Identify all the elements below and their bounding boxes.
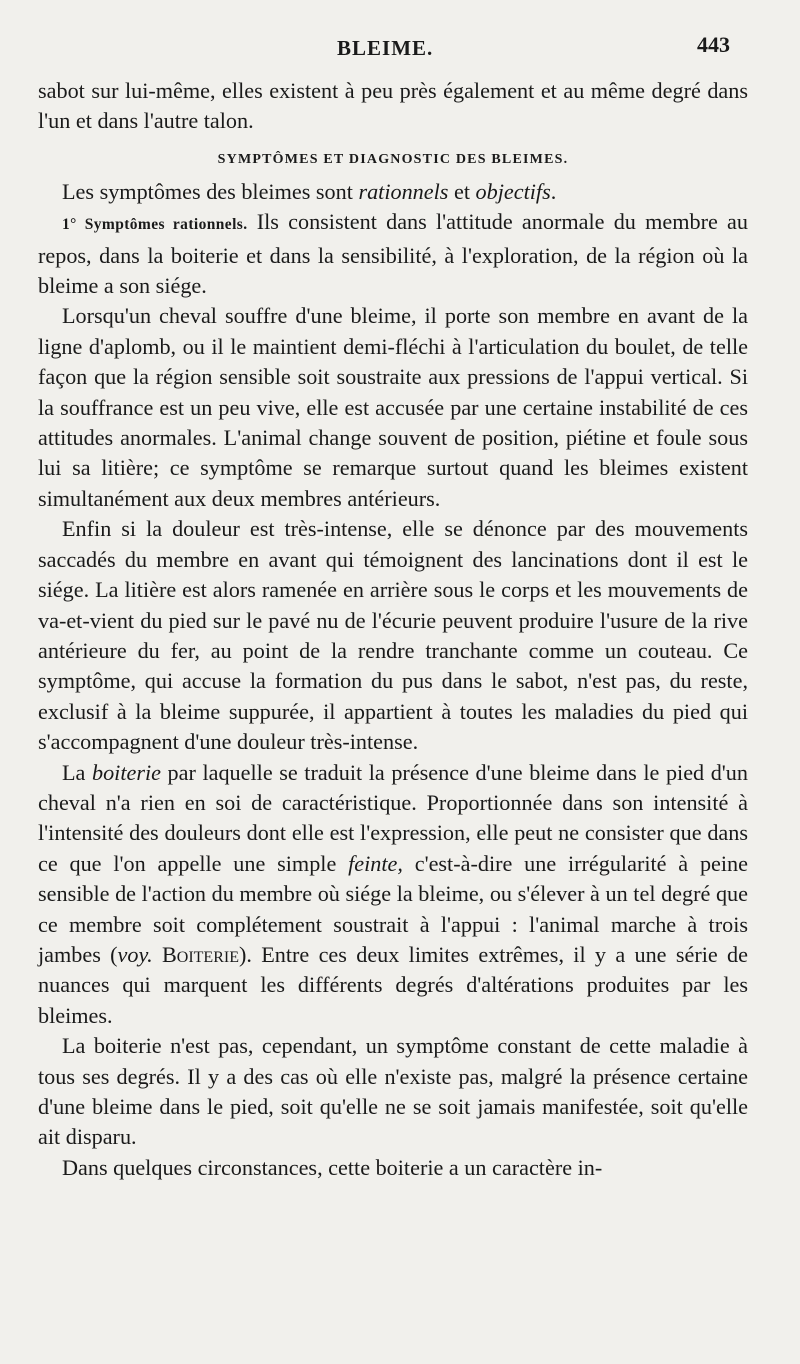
continuation-paragraph: sabot sur lui-même, elles existent à peu près également et au même degré dans l'un et dans l'autre talon. <box>38 78 748 134</box>
paragraph-text: La <box>62 759 92 785</box>
rational-symptoms-paragraph <box>38 207 748 301</box>
intro-text: Les symptômes des bleimes sont <box>62 178 359 204</box>
emphasis-rationnels: rationnels <box>358 178 449 204</box>
section-heading: SYMPTÔMES ET DIAGNOSTIC DES BLEIMES. <box>217 151 569 167</box>
paragraph-circumstances: Dans quelques circonstances, cette boiterie a un caractère in- <box>62 1154 603 1180</box>
intro-paragraph <box>38 177 748 207</box>
emphasis-objectifs: objectifs <box>475 178 551 204</box>
intro-text: et <box>448 178 476 204</box>
intro-text: . <box>550 178 557 204</box>
paragraph-attitude: Lorsqu'un cheval souffre d'une bleime, il porte son membre en avant de la ligne d'aplomb, ou il le maintient demi-fléchi à l'articulation du boulet, de telle façon que la région sensible soit soustraite aux pressions de l'appui vertical. Si la souffrance est un peu vive, elle est accusée par une certaine instabilité de ces attitudes anormales. L'animal change souvent de position, piétine et foule sous lui sa litière; ce symptôme se remarque surtout quand les bleimes existent simultanément aux deux membres antérieurs. <box>38 303 748 511</box>
subsection-lead: 1° Symptômes rationnels. <box>62 216 248 234</box>
paragraph-text: c'est-à-dire une irrégularité à peine sensible de l'action du membre où siége la bleime, ou s'élever à un tel degré que ce membre soit complétement soustrait à l'appui : l'animal marche à trois jambes ( <box>38 850 748 967</box>
emphasis-voy: voy. <box>117 941 153 967</box>
page-number: 443 <box>697 32 730 57</box>
paragraph-constancy: La boiterie n'est pas, cependant, un symptôme constant de cette maladie à tous ses degrés. Il y a des cas où elle n'existe pas, malgré la présence certaine d'une bleime dans le pied, soit qu'elle ne se soit jamais manifestée, soit qu'elle ait disparu. <box>38 1033 748 1150</box>
emphasis-feinte: feinte, <box>348 850 403 876</box>
running-title: BLEIME. <box>337 36 434 60</box>
paragraph-text: par laquelle se traduit la présence d'une bleime dans le pied d'un cheval n'a rien en soi de caractéristique. Proportionnée dans son intensité à l'intensité des douleurs dont elle est l'expression, elle peut ne consister que dans ce que l'on appelle une simple <box>38 759 748 876</box>
paragraph-text: ). Entre ces deux limites extrêmes, il y a une série de nuances qui marquent les différents degrés d'altérations produites par les bleimes. <box>38 941 748 1028</box>
running-head <box>0 30 800 62</box>
emphasis-boiterie: boiterie <box>91 759 161 785</box>
paragraph-text: Ils consistent dans l'attitude anormale du membre au repos, dans la boiterie et dans la sensibilité, à l'exploration, de la région où la bleime a son siége. <box>38 209 748 299</box>
body-text <box>38 76 748 1183</box>
paragraph-boiterie <box>38 758 748 1032</box>
paragraph-pain: Enfin si la douleur est très-intense, elle se dénonce par des mouvements saccadés du membre en avant qui témoignent des lancinations dont il est le siége. La litière est alors ramenée en arrière sous le corps et les mouvements de va-et-vient du pied sur le pavé nu de l'écurie peuvent produire l'usure de la rive antérieure du fer, au point de la rendre tranchante comme un couteau. Ce symptôme, qui accuse la formation du pus dans le sabot, n'est pas, du reste, exclusif à la bleime suppurée, il appartient à toutes les maladies du pied qui s'accompagnent d'une douleur très-intense. <box>38 516 748 755</box>
cross-reference: Boiterie <box>152 941 239 967</box>
